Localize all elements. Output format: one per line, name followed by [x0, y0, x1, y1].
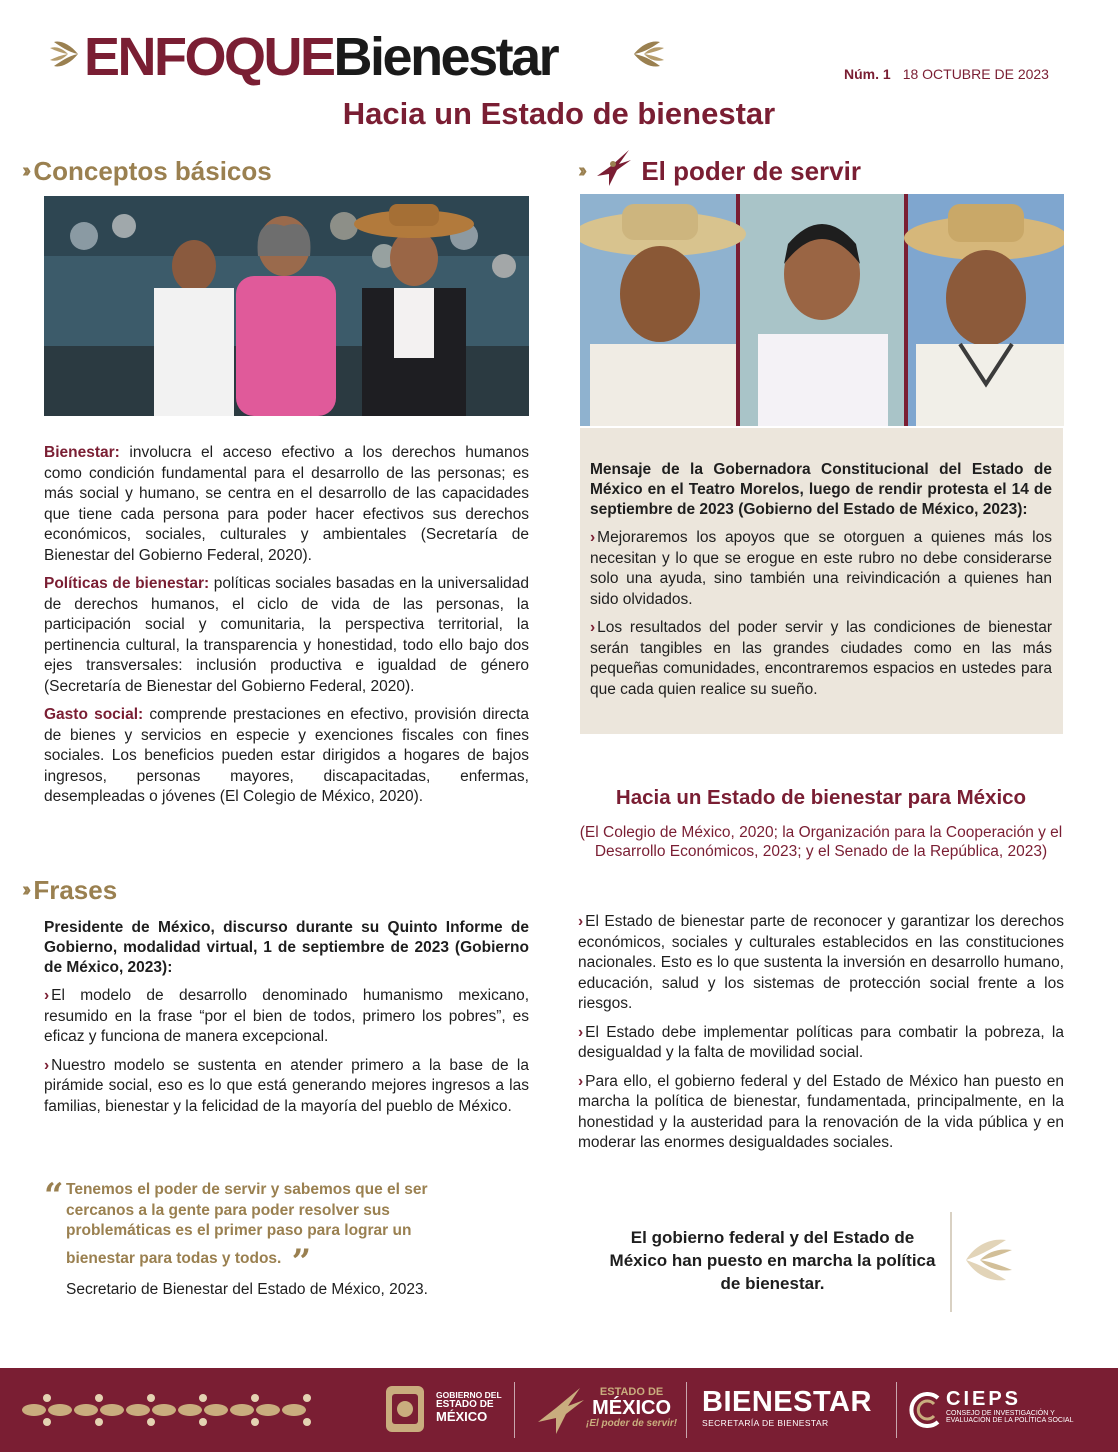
chevron-right-icon: ››: [22, 160, 28, 182]
section-heading-frases: ›› Frases: [22, 875, 118, 905]
issue-date: 18 OCTUBRE DE 2023: [902, 66, 1049, 82]
concept-gasto-social: Gasto social: comprende prestaciones en efectivo, provisión directa de bienes y servicios en especie y exenciones fiscales con fines sociales. Los beneficios pueden estar dirigidos a hogares de bajos ingresos, personas mayores, discapacitadas, enfermas, desempleadas o jóvenes (El Colegio de México, 2020).: [44, 706, 529, 805]
divider: [950, 1212, 952, 1312]
bullet-chevron-icon: ›: [44, 987, 50, 1004]
cieps-logo-icon: [908, 1392, 946, 1428]
issue-number: Núm. 1: [844, 66, 891, 82]
bienestar-logo: BIENESTAR SECRETARÍA DE BIENESTAR: [702, 1386, 872, 1428]
frases-intro: Presidente de México, discurso durante su Quinto Informe de Gobierno, modalidad virtual, 1 de septiembre de 2023 (Gobierno de México, 2023):: [44, 919, 529, 976]
leaf-emblem-icon: [960, 1232, 1016, 1288]
hacia-sources: (El Colegio de México, 2020; la Organización para la Cooperación y el Desarrollo Económicos, 2023; y el Senado de la República, 2023): [579, 824, 1063, 860]
leaf-ornament-icon: [628, 34, 668, 74]
closing-statement: El gobierno federal y del Estado de México han puesto en marcha la política de bienestar.: [609, 1228, 936, 1293]
concept-bienestar: Bienestar: involucra el acceso efectivo a los derechos humanos como condición fundamental para el desarrollo de las personas; es más social y humano, se centra en el desarrollo de las capacidades que tiene cada persona para poder hacer efectivos sus derechos económicos, sociales, culturales y ambientales (Secretaría de Bienestar del Gobierno Federal, 2020).: [44, 444, 529, 564]
section-heading-hacia: Hacia un Estado de bienestar para México: [615, 786, 1027, 809]
concept-politicas: Políticas de bienestar: políticas sociales basadas en la universalidad de derechos humanos, el ciclo de vida de las personas, la participación social y comunitaria, la perspectiva territorial, la pertinencia cultural, la transparencia y honestidad, todo ello bajo dos ejes transversales: inclusión productiva e igualdad de género (Secretaría de Bienestar del Gobierno Federal, 2020).: [44, 575, 529, 695]
state-seal-icon: [382, 1380, 428, 1438]
bullet-chevron-icon: ›: [578, 1023, 584, 1041]
governor-message: [590, 460, 1052, 708]
list-item: › Mejoraremos los apoyos que se otorguen a quienes más los necesitan y lo que se erogue en este rubro no debe considerarse solo una ayuda, sino también una reivindicación a quienes han sido olvidados.: [590, 529, 1052, 608]
divider: [514, 1382, 515, 1438]
footer: [0, 1368, 1118, 1452]
frases-block: [44, 918, 529, 1125]
section-heading-poder: ›› El poder de servir: [578, 152, 861, 190]
quote-source: Secretario de Bienestar del Estado de México, 2023.: [66, 1281, 428, 1298]
quote-text: “ Tenemos el poder de servir y sabemos que el ser cercanos a la gente para poder resolver sus problemáticas es el primer paso para lograr un bienestar para todas y todos. ”: [44, 1176, 428, 1282]
gob-estado-logo: GOBIERNO DEL ESTADO DE MÉXICO: [436, 1390, 502, 1424]
close-quote-icon: ”: [291, 1241, 312, 1282]
cieps-logo: CIEPS CONSEJO DE INVESTIGACIÓN Y EVALUACIÓN DE LA POLÍTICA SOCIAL: [946, 1388, 1074, 1424]
family-photo: [44, 196, 529, 416]
list-item: › Para ello, el gobierno federal y del Estado de México han puesto en marcha la política de bienestar, fundamentada, principalmente, en la honestidad y la austeridad para la renovación de la vida pública y en moderar las enormes desigualdades sociales.: [578, 1072, 1064, 1151]
bullet-chevron-icon: ›: [590, 619, 596, 636]
open-quote-icon: “: [44, 1176, 64, 1216]
list-item: › El Estado debe implementar políticas para combatir la pobreza, la desigualdad y la falta de movilidad social.: [578, 1023, 1064, 1061]
masthead: [44, 26, 684, 88]
pull-quote: [44, 1176, 484, 1299]
estado-mexico-logo: ESTADO DE MÉXICO ¡El poder de servir!: [586, 1386, 678, 1429]
list-item: › El modelo de desarrollo denominado humanismo mexicano, resumido en la frase “por el bien de todos, primero los pobres”, es eficaz y funciona de manera excepcional.: [44, 987, 529, 1045]
hummingbird-icon: [589, 146, 633, 190]
conceptos-list: [44, 443, 529, 808]
list-item: › Los resultados del poder servir y las condiciones de bienestar serán tangibles en las grandes ciudades como en las más pequeñas comunidades, encontraremos espacios en ustedes para que cada quien realice su sueño.: [590, 619, 1052, 698]
issue-info: [844, 66, 1049, 82]
chevron-right-icon: ››: [578, 159, 584, 182]
footer-ornament-icon: [20, 1386, 320, 1434]
bullet-chevron-icon: ›: [44, 1056, 50, 1074]
bullet-chevron-icon: ›: [578, 1072, 584, 1090]
bullet-chevron-icon: ›: [578, 913, 584, 930]
divider: [686, 1382, 687, 1438]
governor-intro: Mensaje de la Gobernadora Constitucional del Estado de México en el Teatro Morelos, luego de rendir protesta el 14 de septiembre de 2023 (Gobierno del Estado de México, 2023):: [590, 461, 1052, 518]
portraits-photo: [580, 194, 1064, 426]
divider: [896, 1382, 897, 1438]
section-heading-conceptos: ›› Conceptos básicos: [22, 156, 272, 186]
bullet-chevron-icon: ›: [590, 529, 596, 546]
list-item: › El Estado de bienestar parte de reconocer y garantizar los derechos económicos, sociales y culturales establecidos en las constituciones nacionales. Esto es lo que sustenta la inversión en desarrollo humano, educación, salud y los sistemas de protección social frente a los riesgos.: [578, 913, 1064, 1012]
hummingbird-logo-icon: [530, 1382, 586, 1438]
page-subtitle: Hacia un Estado de bienestar: [342, 96, 776, 131]
hacia-list: [578, 912, 1064, 1162]
list-item: › Nuestro modelo se sustenta en atender primero a la base de la pirámide social, eso es lo que está generando mejores ingresos a las familias, bienestar y la felicidad de la mayoría del pueblo de México.: [44, 1056, 529, 1115]
brand-logo: ENFOQUEBienestar: [84, 27, 558, 87]
chevron-right-icon: ››: [22, 879, 28, 901]
leaf-ornament-icon: [48, 34, 82, 74]
